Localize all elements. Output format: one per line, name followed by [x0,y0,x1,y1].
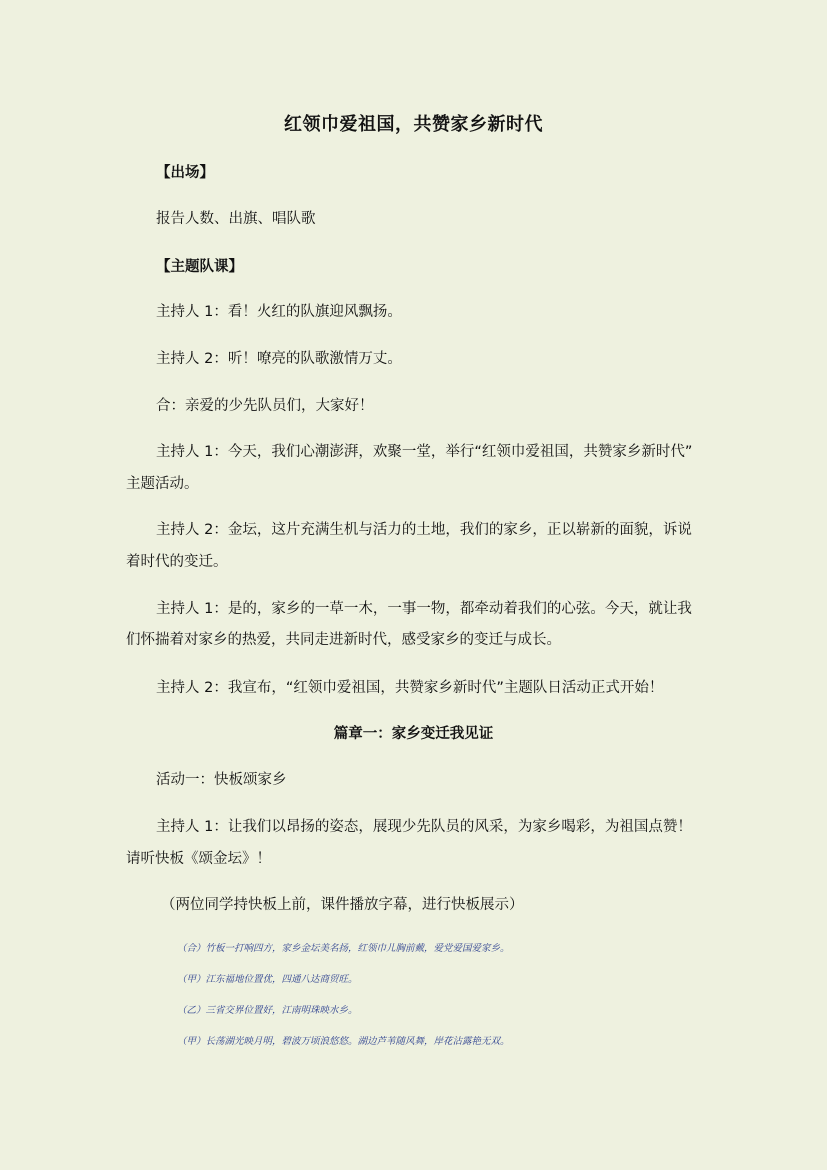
lyric-line: （乙）三省交界位置好，江南明珠映水乡。 [177,1005,358,1016]
lyric-line: （甲）长荡湖光映月明，碧波万顷浪悠悠。湖边芦苇随风舞，岸花沾露艳无双。 [177,1036,510,1047]
paragraph-line: 主题活动。 [126,476,199,492]
document-title: 红领巾爱祖国，共赞家乡新时代 [284,114,543,135]
activity-heading: 活动一：快板颂家乡 [156,772,287,788]
paragraph-line: 合：亲爱的少先队员们，大家好！ [156,398,374,414]
paragraph-line: 们怀揣着对家乡的热爱，共同走进新时代，感受家乡的变迁与成长。 [126,632,561,648]
lyric-line: （合）竹板一打响四方，家乡金坛美名扬，红领巾儿胸前戴，爱党爱国爱家乡。 [177,943,510,954]
section-heading-entrance: 【出场】 [156,165,214,181]
section-heading-theme: 【主题队课】 [156,259,243,275]
paragraph-line: 主持人 2：金坛，这片充满生机与活力的土地，我们的家乡，正以崭新的面貌，诉说 [156,522,692,538]
paragraph-line: 主持人 2：听！嘹亮的队歌激情万丈。 [156,351,402,367]
paragraph-line: 主持人 1：今天，我们心潮澎湃，欢聚一堂，举行“红领巾爱祖国，共赞家乡新时代” [156,444,693,460]
paragraph-line: 主持人 1：看！火红的队旗迎风飘扬。 [156,304,402,320]
stage-direction: （两位同学持快板上前，课件播放字幕，进行快板展示） [161,897,524,913]
paragraph-line: 主持人 2：我宣布，“红领巾爱祖国，共赞家乡新时代”主题队日活动正式开始！ [156,680,664,696]
entrance-content: 报告人数、出旗、唱队歌 [156,211,316,227]
paragraph-line: 着时代的变迁。 [126,554,228,570]
lyric-line: （甲）江东福地位置优，四通八达商贸旺。 [177,974,358,985]
chapter-heading: 篇章一：家乡变迁我见证 [333,726,494,742]
paragraph-line: 主持人 1：是的，家乡的一草一木，一事一物，都牵动着我们的心弦。今天，就让我 [156,601,692,617]
paragraph-line: 主持人 1：让我们以昂扬的姿态，展现少先队员的风采，为家乡喝彩，为祖国点赞！ [156,819,692,835]
paragraph-line: 请听快板《颂金坛》！ [126,851,271,867]
